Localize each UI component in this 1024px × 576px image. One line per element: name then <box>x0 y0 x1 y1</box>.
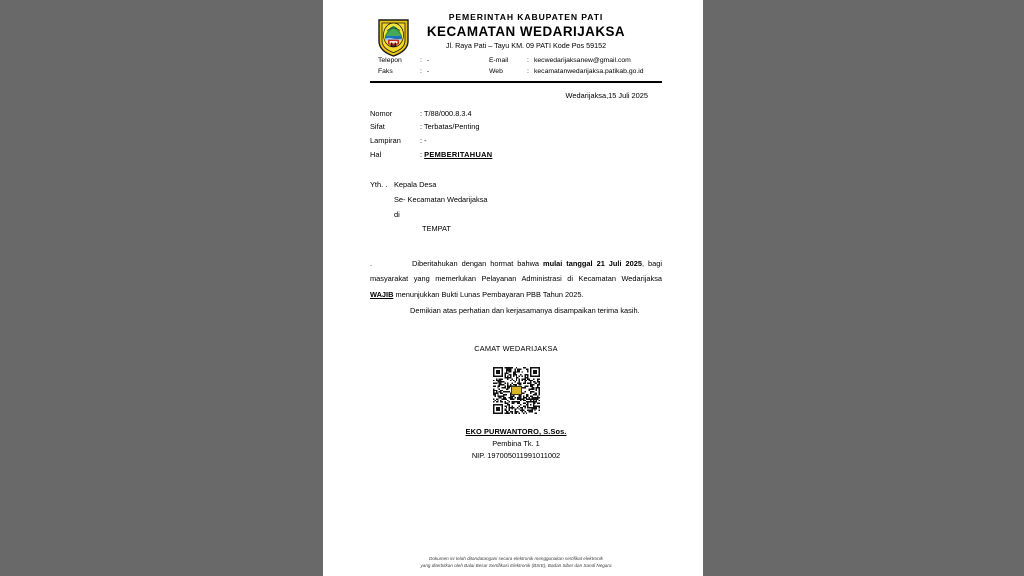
yth-label: Yth. . <box>370 180 388 190</box>
body-p1-bold-date: mulai tanggal 21 Juli 2025 <box>543 258 642 268</box>
addressee-line-1 <box>370 180 662 189</box>
footer-line-2: yang diterbitkan oleh Balai Besar Sertifikasi Elektronik (BSrE), Badan Siber dan Sandi Negara <box>420 562 612 568</box>
web-label: Web <box>489 67 503 75</box>
faks-label: Faks <box>378 67 393 75</box>
body-p1-part3: menunjukkan Bukti Lunas Pembayaran PBB Tahun 2025. <box>393 289 584 299</box>
yth-value: Kepala Desa <box>394 180 437 190</box>
signatory-nip: NIP. 197005011991011002 <box>471 451 561 461</box>
signatory-name: EKO PURWANTORO, S.Sos. <box>465 427 567 437</box>
letterhead-text <box>370 12 662 51</box>
body-p2-text: Demikian atas perhatian dan kerjasamanya disampaikan terima kasih. <box>410 305 640 315</box>
office-name: KECAMATAN WEDARIJAKSA <box>426 23 626 39</box>
signatory-rank: Pembina Tk. 1 <box>492 439 540 449</box>
body-p1-part2: , bagi masyarakat yang memerlukan Pelayanan Administrasi di Kecamatan Wedarijaksa <box>370 258 662 284</box>
letterhead-divider <box>370 81 662 83</box>
contact-info <box>370 56 662 77</box>
hal-value: PEMBERITAHUAN <box>424 149 493 159</box>
letter-metadata <box>370 109 662 160</box>
sifat-label: Sifat <box>370 122 385 132</box>
addressee-line-3: di <box>394 209 400 219</box>
qr-center-emblem <box>511 386 522 395</box>
telepon-label: Telepon <box>378 56 402 64</box>
hal-label: Hal <box>370 149 382 159</box>
signature-block <box>370 344 662 460</box>
telepon-colon: : <box>420 56 422 64</box>
footer-line-1: Dokumen ini telah ditandatangani secara elektronik menggunakan sertifikat elektronik <box>429 556 603 561</box>
addressee-block <box>370 180 662 234</box>
faks-colon: : <box>420 67 422 75</box>
signatory-title: CAMAT WEDARIJAKSA <box>474 344 558 354</box>
body-paragraph-2 <box>370 303 662 319</box>
email-value: kecwedarijaksanew@gmail.com <box>534 56 631 64</box>
body-paragraph-1 <box>370 256 662 303</box>
lampiran-value: : - <box>420 136 427 146</box>
letterhead <box>370 12 662 83</box>
addressee-line-4: TEMPAT <box>422 224 451 234</box>
telepon-value: - <box>427 56 430 64</box>
email-label: E-mail <box>489 56 509 64</box>
lampiran-label: Lampiran <box>370 136 401 146</box>
nomor-value: : T/88/000.8.3.4 <box>420 108 472 118</box>
body-p1-bold-wajib: WAJIB <box>370 289 394 299</box>
document-content <box>370 12 662 460</box>
letter-body <box>370 256 662 319</box>
pati-regency-coat-of-arms-icon <box>377 17 410 57</box>
body-p1-part1: Diberitahukan dengan hormat bahwa <box>412 258 544 268</box>
addressee-line-2: Se- Kecamatan Wedarijaksa <box>394 194 488 204</box>
body-leading-dot: . <box>370 258 373 268</box>
hal-row <box>420 150 662 159</box>
digital-signature-qr-code-icon <box>493 367 540 414</box>
nomor-label: Nomor <box>370 108 393 118</box>
document-page <box>323 0 703 576</box>
date-line: Wedarijaksa,15 Juli 2025 <box>565 90 648 100</box>
web-colon: : <box>527 67 529 75</box>
electronic-signature-footer <box>370 556 662 570</box>
government-line: PEMERINTAH KABUPATEN PATI <box>448 12 604 22</box>
web-value: kecamatanwedarijaksa.patikab.go.id <box>534 67 644 75</box>
sifat-value: : Terbatas/Penting <box>420 122 480 132</box>
hal-colon: : <box>420 149 423 159</box>
email-colon: : <box>527 56 529 64</box>
faks-value: - <box>427 67 430 75</box>
office-address: Jl. Raya Pati – Tayu KM. 09 PATI Kode Pos 59152 <box>445 41 607 51</box>
